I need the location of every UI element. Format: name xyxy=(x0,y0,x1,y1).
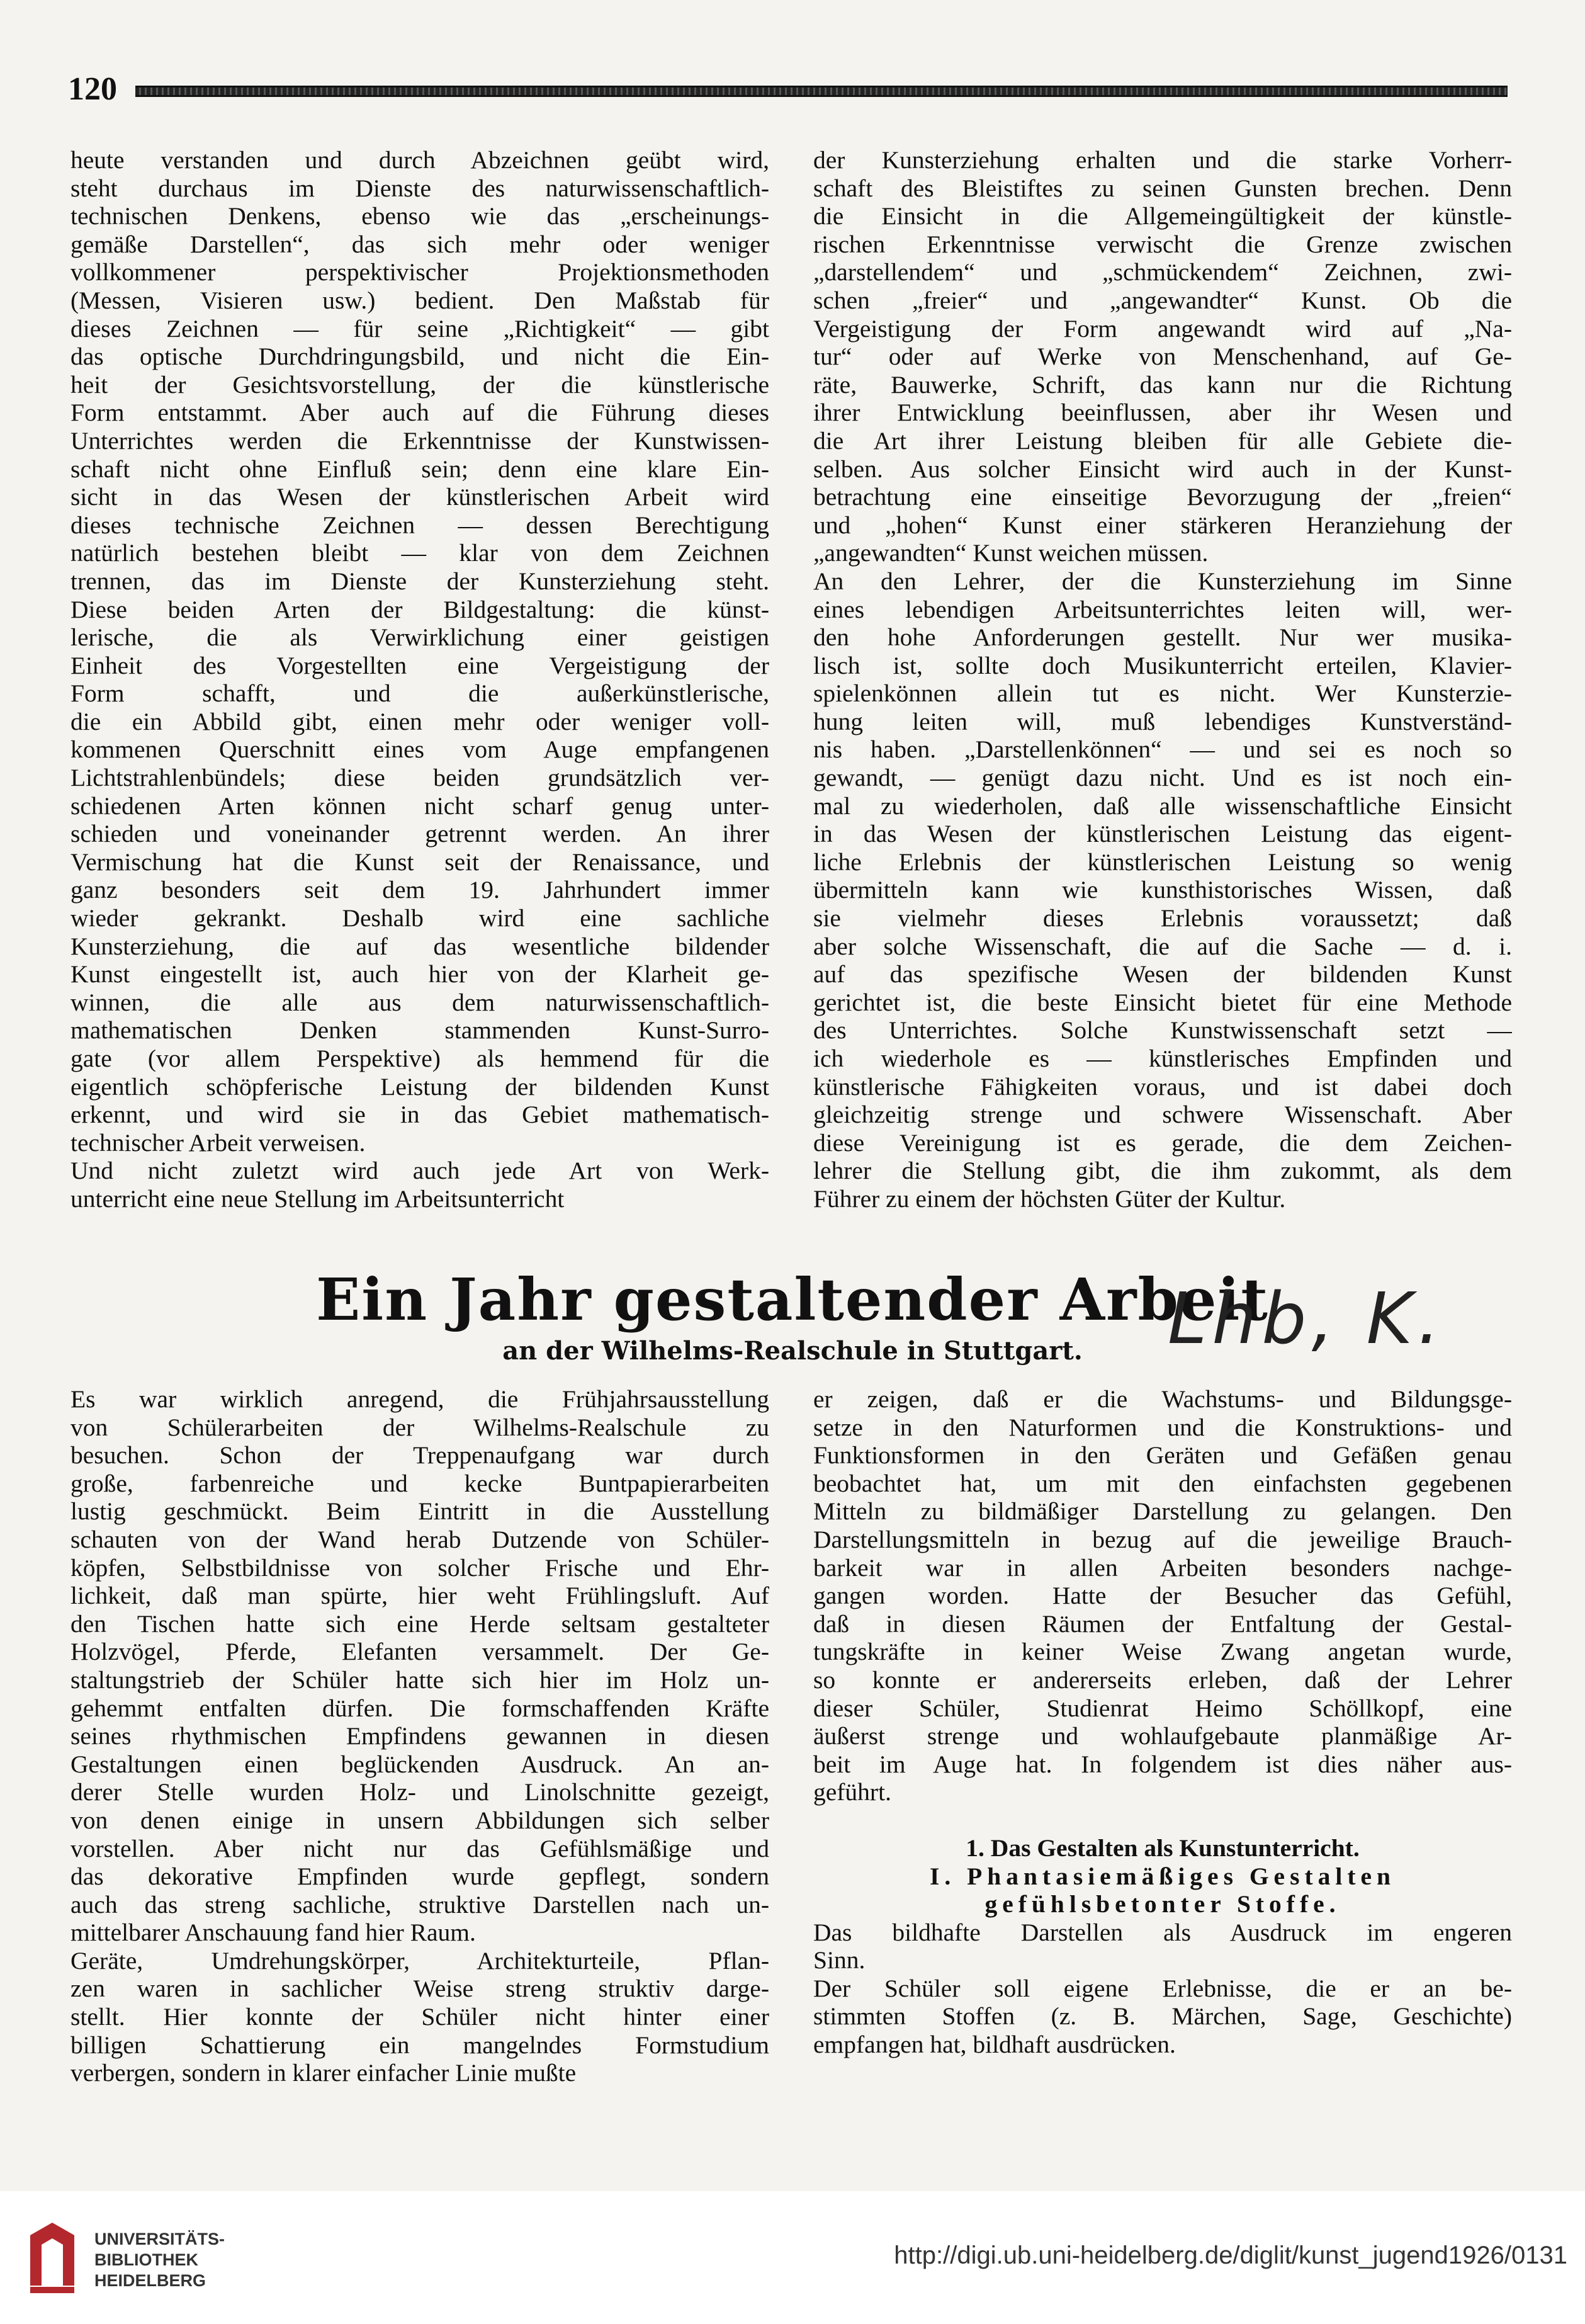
text-line: dieses technische Zeichnen — dessen Berechtigung xyxy=(71,511,769,539)
text-line: eines lebendigen Arbeitsunterrichtes leiten will, wer- xyxy=(813,595,1512,623)
text-line: sicht in das Wesen der künstlerischen Arbeit wird xyxy=(71,483,769,511)
text-line: Geräte, Umdrehungskörper, Architekturteile, Pflan- xyxy=(71,1946,769,1975)
text-line: hung leiten will, muß lebendiges Kunstverständ- xyxy=(813,707,1512,735)
text-line: barkeit war in allen Arbeiten besonders nachge- xyxy=(813,1553,1512,1582)
text-line: diese Vereinigung ist es gerade, die dem Zeichen- xyxy=(813,1128,1512,1157)
text-line: unterricht eine neue Stellung im Arbeitsunterricht xyxy=(71,1184,565,1213)
text-line: (Messen, Visieren usw.) bedient. Den Maßstab für xyxy=(71,286,769,314)
text-line: auch das streng sachliche, struktive Darstellen nach un- xyxy=(71,1890,769,1919)
text-line: stimmten Stoffen (z. B. Märchen, Sage, Geschichte) xyxy=(813,2002,1512,2031)
text-line: Das bildhafte Darstellen als Ausdruck im engeren xyxy=(813,1918,1512,1946)
text-line: setze in den Naturformen und die Konstruktions- und xyxy=(813,1413,1512,1441)
text-line: äußerst strenge und wohlaufgebaute planmäßige Ar- xyxy=(813,1722,1512,1750)
text-line: mittelbarer Anschauung fand hier Raum. xyxy=(71,1919,476,1947)
text-line: aber solche Wissenschaft, die auf die Sache — d. i. xyxy=(813,932,1512,960)
text-line: empfangen hat, bildhaft ausdrücken. xyxy=(813,2031,1176,2059)
text-line: verbergen, sondern in klarer einfacher Linie mußte xyxy=(71,2059,577,2087)
text-line: billigen Schattierung ein mangelndes Formstudium xyxy=(71,2031,769,2059)
text-line: Einheit des Vorgestellten eine Vergeistigung der xyxy=(71,651,769,679)
text-line: schieden und voneinander getrennt werden. An ihrer xyxy=(71,820,769,848)
text-line: Unterrichtes werden die Erkenntnisse der Kunstwissen- xyxy=(71,426,769,455)
page-number: 120 xyxy=(68,71,117,107)
text-line: Lichtstrahlenbündels; diese beiden grundsätzlich ver- xyxy=(71,764,769,792)
text-line: gangen worden. Hatte der Besucher das Gefühl, xyxy=(813,1582,1512,1610)
text-line: seines rhythmischen Empfindens gewannen in diesen xyxy=(71,1722,769,1750)
text-line: dieses Zeichnen — für seine „Richtigkeit“ — gibt xyxy=(71,314,769,343)
text-line: nis haben. „Darstellenkönnen“ — und sei es noch so xyxy=(813,735,1512,764)
subsection-heading-1: I. Phantasiemäßiges Gestalten xyxy=(929,1862,1396,1890)
text-line: geführt. xyxy=(813,1778,891,1806)
text-line: die Einsicht in die Allgemeingültigkeit der künstle- xyxy=(813,202,1512,230)
text-line: lehrer die Stellung gibt, die ihm zukommt, als dem xyxy=(813,1157,1512,1185)
text-line: das optische Durchdringungsbild, und nicht die Ein- xyxy=(71,343,769,371)
text-line: gemäße Darstellen“, das sich mehr oder weniger xyxy=(71,230,769,258)
text-line: künstlerische Fähigkeiten voraus, und ist dabei doch xyxy=(813,1072,1512,1101)
text-line: lichkeit, daß man spürte, hier weht Frühlingsluft. Auf xyxy=(71,1582,769,1610)
column-left-top xyxy=(71,146,769,1213)
library-name-line-2: BIBLIOTHEK xyxy=(94,2250,198,2269)
text-line: beobachtet hat, um mit den einfachsten gegebenen xyxy=(813,1469,1512,1497)
text-line: Holzvögel, Pferde, Elefanten versammelt. Der Ge- xyxy=(71,1638,769,1666)
text-line: Form entstammt. Aber auch auf die Führung dieses xyxy=(71,399,769,427)
text-line: gehemmt entfalten dürfen. Die formschaffenden Kräfte xyxy=(71,1694,769,1722)
article-title: Ein Jahr gestaltender Arbeit xyxy=(316,1266,1269,1334)
text-line: gerichtet ist, die beste Einsicht bietet für eine Methode xyxy=(813,988,1512,1016)
text-line: er zeigen, daß er die Wachstums- und Bildungsge- xyxy=(813,1385,1512,1413)
text-line: köpfen, Selbstbildnisse von solcher Frische und Ehr- xyxy=(71,1553,769,1582)
text-line: tungskräfte in keiner Weise Zwang angetan wurde, xyxy=(813,1638,1512,1666)
text-line: beit im Auge hat. In folgendem ist dies näher aus- xyxy=(813,1750,1512,1778)
text-line: natürlich bestehen bleibt — klar von dem Zeichnen xyxy=(71,539,769,567)
text-line: die Art ihrer Leistung bleiben für alle Gebiete die- xyxy=(813,426,1512,455)
column-right-bottom xyxy=(813,1385,1512,2059)
text-line: Es war wirklich anregend, die Frühjahrsausstellung xyxy=(71,1385,769,1413)
text-line: von Schülerarbeiten der Wilhelms-Realschule zu xyxy=(71,1413,769,1441)
text-line: Kunsterziehung, die auf das wesentliche bildender xyxy=(71,932,769,960)
text-line: erkennt, und wird sie in das Gebiet mathematisch- xyxy=(71,1101,769,1129)
column-left-bottom xyxy=(71,1385,769,2087)
text-line: Vergeistigung der Form angewandt wird auf „Na- xyxy=(813,314,1512,343)
text-line: schiedenen Arten können nicht scharf genug unter- xyxy=(71,791,769,820)
text-line: die ein Abbild gibt, einen mehr oder weniger voll- xyxy=(71,707,769,735)
text-line: stellt. Hier konnte der Schüler nicht hinter einer xyxy=(71,2003,769,2031)
text-line: vollkommener perspektivischer Projektionsmethoden xyxy=(71,258,769,286)
text-line: besuchen. Schon der Treppenaufgang war durch xyxy=(71,1441,769,1470)
text-line: gewandt, — genügt dazu nicht. Und es ist noch ein- xyxy=(813,764,1512,792)
text-line: Darstellungsmitteln in bezug auf die jeweilige Brauch- xyxy=(813,1525,1512,1553)
text-line: zen waren in sachlicher Weise streng struktiv darge- xyxy=(71,1975,769,2003)
text-line: Vermischung hat die Kunst seit der Renaissance, und xyxy=(71,847,769,876)
text-line: wieder gekrankt. Deshalb wird eine sachliche xyxy=(71,904,769,932)
text-line: heute verstanden und durch Abzeichnen geübt wird, xyxy=(71,146,769,174)
library-name xyxy=(94,2229,225,2291)
text-line: schaft nicht ohne Einfluß sein; denn eine klare Ein- xyxy=(71,455,769,483)
text-line: der Kunsterziehung erhalten und die starke Vorherr- xyxy=(813,146,1512,174)
header-rule xyxy=(135,86,1508,97)
text-line: „angewandten“ Kunst weichen müssen. xyxy=(813,539,1209,567)
text-line: lerische, die als Verwirklichung einer geistigen xyxy=(71,623,769,652)
text-line: schen „freier“ und „angewandter“ Kunst. Ob die xyxy=(813,286,1512,314)
text-line: lisch ist, sollte doch Musikunterricht erteilen, Klavier- xyxy=(813,651,1512,679)
text-line: Diese beiden Arten der Bildgestaltung: die künst- xyxy=(71,595,769,623)
text-line: kommenen Querschnitt eines vom Auge empfangenen xyxy=(71,735,769,764)
text-line: Und nicht zuletzt wird auch jede Art von Werk- xyxy=(71,1157,769,1185)
text-line: steht durchaus im Dienste des naturwissenschaftlich- xyxy=(71,174,769,202)
library-name-line-3: HEIDELBERG xyxy=(94,2271,206,2290)
library-name-line-1: UNIVERSITÄTS- xyxy=(94,2230,225,2248)
text-line: Form schafft, und die außerkünstlerische, xyxy=(71,679,769,708)
text-line: vorstellen. Aber nicht nur das Gefühlsmäßige und xyxy=(71,1834,769,1862)
text-line: übermitteln kann wie kunsthistorisches Wissen, daß xyxy=(813,876,1512,904)
university-library-logo-icon xyxy=(18,2216,87,2298)
text-line: ich wiederhole es — künstlerisches Empfinden und xyxy=(813,1045,1512,1072)
text-line: Kunst eingestellt ist, auch hier von der Klarheit ge- xyxy=(71,960,769,989)
text-line: Sinn. xyxy=(813,1946,866,1975)
handwritten-note: Lhb, K. xyxy=(1168,1278,1445,1360)
text-line: heit der Gesichtsvorstellung, der die künstlerische xyxy=(71,370,769,399)
text-line: An den Lehrer, der die Kunsterziehung im Sinne xyxy=(813,567,1512,595)
text-line: Gestaltungen einen beglückenden Ausdruck. An an- xyxy=(71,1750,769,1778)
text-line: mathematischen Denken stammenden Kunst-Surro- xyxy=(71,1016,769,1045)
text-line: eigentlich schöpferische Leistung der bildenden Kunst xyxy=(71,1072,769,1101)
text-line: spielenkönnen allein tut es nicht. Wer Kunsterzie- xyxy=(813,679,1512,708)
text-line: gleichzeitig strenge und schwere Wissenschaft. Aber xyxy=(813,1101,1512,1129)
text-line: tur“ oder auf Werke von Menschenhand, auf Ge- xyxy=(813,343,1512,371)
text-line: lustig geschmückt. Beim Eintritt in die Ausstellung xyxy=(71,1497,769,1526)
text-line: sie vielmehr dieses Erlebnis voraussetzt; daß xyxy=(813,904,1512,932)
text-line: schaft des Bleistiftes zu seinen Gunsten brechen. Denn xyxy=(813,174,1512,202)
text-line: selben. Aus solcher Einsicht wird auch in der Kunst- xyxy=(813,455,1512,483)
footer-bar xyxy=(0,2191,1585,2324)
text-line: räte, Bauwerke, Schrift, das kann nur die Richtung xyxy=(813,370,1512,399)
text-line: das dekorative Empfinden wurde gepflegt, sondern xyxy=(71,1862,769,1891)
text-line: winnen, die alle aus dem naturwissenschaftlich- xyxy=(71,988,769,1016)
text-line: staltungstrieb der Schüler hatte sich hier im Holz un- xyxy=(71,1665,769,1694)
text-line: gate (vor allem Perspektive) als hemmend für die xyxy=(71,1045,769,1072)
text-line: von denen einige in unsern Abbildungen sich selber xyxy=(71,1806,769,1834)
text-line: ganz besonders seit dem 19. Jahrhundert immer xyxy=(71,876,769,904)
source-url-link[interactable]: http://digi.ub.uni-heidelberg.de/diglit/kunst_jugend1926/0131 xyxy=(894,2242,1567,2269)
text-line: in das Wesen der künstlerischen Leistung das eigent- xyxy=(813,820,1512,848)
text-line: so konnte er andererseits erleben, daß der Lehrer xyxy=(813,1665,1512,1694)
article-subtitle: an der Wilhelms-Realschule in Stuttgart. xyxy=(502,1336,1083,1366)
text-line: betrachtung eine einseitige Bevorzugung der „freien“ xyxy=(813,483,1512,511)
column-right-top xyxy=(813,146,1512,1213)
text-line: große, farbenreiche und kecke Buntpapierarbeiten xyxy=(71,1469,769,1497)
text-line: rischen Erkenntnisse verwischt die Grenze zwischen xyxy=(813,230,1512,258)
text-line: ihrer Entwicklung beeinflussen, aber ihr Wesen und xyxy=(813,399,1512,427)
text-line: technischer Arbeit verweisen. xyxy=(71,1128,366,1157)
text-line: und „hohen“ Kunst einer stärkeren Heranziehung der xyxy=(813,511,1512,539)
text-line: Führer zu einem der höchsten Güter der Kultur. xyxy=(813,1184,1286,1213)
text-line: daß in diesen Räumen der Entfaltung der Gestal- xyxy=(813,1609,1512,1638)
text-line: „darstellendem“ und „schmückendem“ Zeichnen, zwi- xyxy=(813,258,1512,286)
text-line: Funktionsformen in den Geräten und Gefäßen genau xyxy=(813,1441,1512,1470)
text-line: mal zu wiederholen, daß alle wissenschaftliche Einsicht xyxy=(813,791,1512,820)
text-line: technischen Denkens, ebenso wie das „erscheinungs- xyxy=(71,202,769,230)
text-line: schauten von der Wand herab Dutzende von Schüler- xyxy=(71,1525,769,1553)
text-line: Der Schüler soll eigene Erlebnisse, die er an be- xyxy=(813,1974,1512,2002)
section-heading: 1. Das Gestalten als Kunstunterricht. xyxy=(966,1834,1360,1862)
text-line: Mitteln zu bildmäßiger Darstellung zu gelangen. Den xyxy=(813,1497,1512,1526)
text-line: derer Stelle wurden Holz- und Linolschnitte gezeigt, xyxy=(71,1778,769,1806)
text-line: den hohe Anforderungen gestellt. Nur wer musika- xyxy=(813,623,1512,652)
subsection-heading-2: gefühlsbetonter Stoffe. xyxy=(984,1890,1341,1919)
text-line: des Unterrichtes. Solche Kunstwissenschaft setzt — xyxy=(813,1016,1512,1045)
text-line: den Tischen hatte sich eine Herde seltsam gestalteter xyxy=(71,1609,769,1638)
text-line: dieser Schüler, Studienrat Heimo Schöllkopf, eine xyxy=(813,1694,1512,1722)
text-line: auf das spezifische Wesen der bildenden Kunst xyxy=(813,960,1512,989)
text-line: liche Erlebnis der künstlerischen Leistung so wenig xyxy=(813,847,1512,876)
text-line: trennen, das im Dienste der Kunsterziehung steht. xyxy=(71,567,769,595)
